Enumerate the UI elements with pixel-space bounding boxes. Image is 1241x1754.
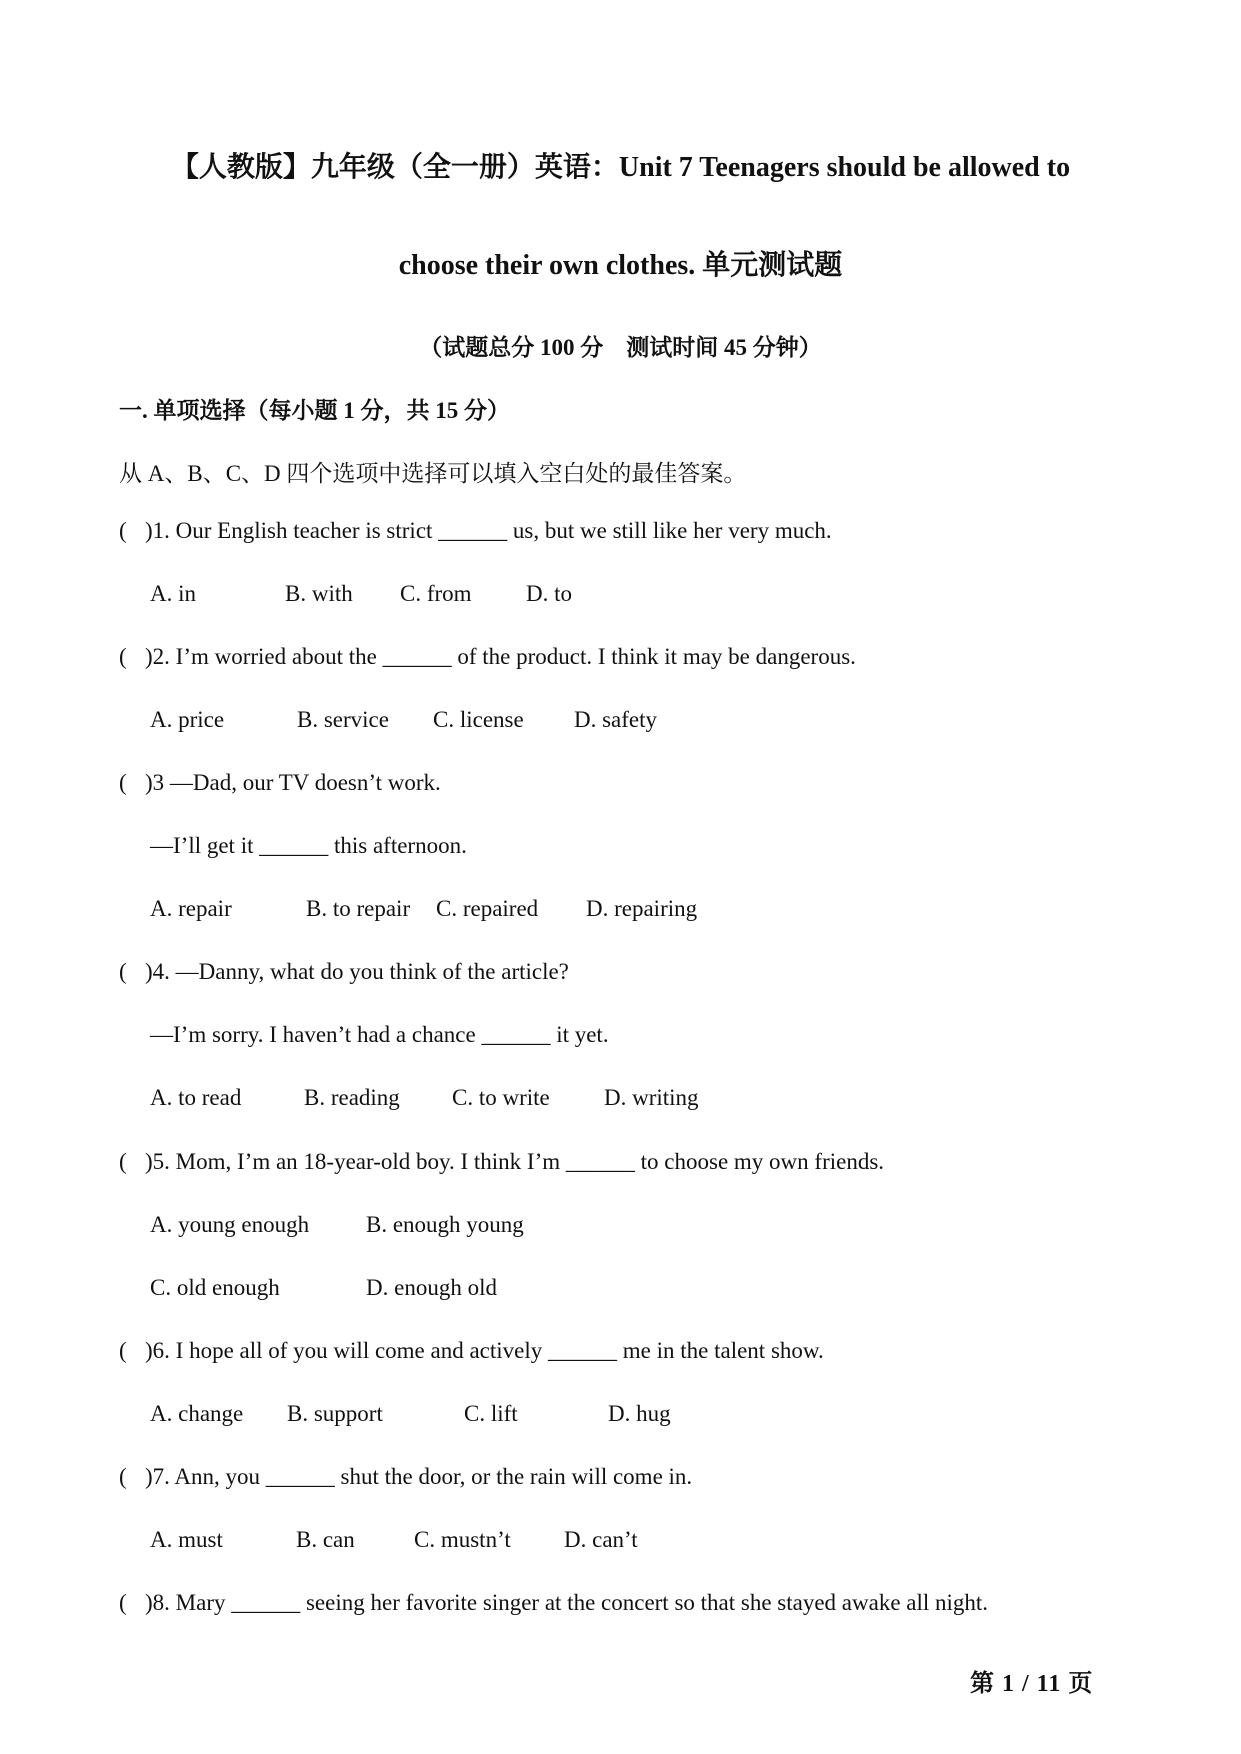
option-c: C. from [400,581,472,606]
document-title-line-1: 【人教版】九年级（全一册）英语：Unit 7 Teenagers should be allowed to [170,152,1071,183]
answer-blank: ( [119,518,127,543]
question-4-dialogue: —I’m sorry. I haven’t had a chance ______ it yet. [150,1022,609,1047]
question-2 [119,644,856,670]
option-a: A. must [150,1527,223,1552]
option-d: D. repairing [586,896,698,921]
option-b: B. enough young [366,1212,524,1237]
question-3-dialogue: —I’ll get it ______ this afternoon. [150,833,467,858]
question-8 [119,1590,988,1616]
option-a: A. repair [150,896,232,921]
option-d: D. hug [608,1401,671,1426]
option-d: D. writing [604,1085,699,1110]
answer-blank: ( [119,1464,127,1489]
answer-blank: ( [119,1149,127,1174]
exam-info: （试题总分 100 分 测试时间 45 分钟） [419,335,822,360]
question-stem: )3 —Dad, our TV doesn’t work. [145,770,441,795]
option-b: B. to repair [306,896,411,921]
question-stem: )2. I’m worried about the ______ of the product. I think it may be dangerous. [145,644,856,669]
option-a: A. in [150,581,196,606]
option-d: D. to [526,581,572,606]
page-number: 第 1 / 11 页 [970,1671,1094,1697]
answer-blank: ( [119,1338,127,1363]
option-d: D. enough old [366,1275,497,1300]
question-1 [119,518,832,544]
option-b: B. reading [304,1085,400,1110]
question-stem: )1. Our English teacher is strict ______ us, but we still like her very much. [145,518,832,543]
option-b: B. support [287,1401,383,1426]
question-6 [119,1338,824,1364]
answer-blank: ( [119,644,127,669]
option-c: C. old enough [150,1275,280,1300]
question-stem: )5. Mom, I’m an 18-year-old boy. I think I’m ______ to choose my own friends. [145,1149,885,1174]
section-heading: 一. 单项选择（每小题 1 分，共 15 分） [119,398,510,423]
question-7 [119,1464,692,1490]
option-b: B. can [296,1527,355,1552]
option-a: A. young enough [150,1212,310,1237]
question-3 [119,770,441,796]
option-b: B. with [285,581,353,606]
answer-blank: ( [119,959,127,984]
option-c: C. mustn’t [414,1527,511,1552]
instruction: 从 A、B、C、D 四个选项中选择可以填入空白处的最佳答案。 [119,461,747,486]
question-stem: )7. Ann, you ______ shut the door, or the rain will come in. [145,1464,693,1489]
option-c: C. lift [464,1401,518,1426]
question-5 [119,1149,884,1175]
question-stem: )6. I hope all of you will come and actively ______ me in the talent show. [145,1338,824,1363]
option-a: A. price [150,707,225,732]
question-4 [119,959,569,985]
option-c: C. license [433,707,524,732]
option-a: A. change [150,1401,244,1426]
answer-blank: ( [119,1590,127,1615]
question-stem: )4. —Danny, what do you think of the article? [145,959,569,984]
option-d: D. safety [574,707,658,732]
option-c: C. repaired [436,896,539,921]
answer-blank: ( [119,770,127,795]
option-d: D. can’t [564,1527,638,1552]
option-c: C. to write [452,1085,550,1110]
option-b: B. service [297,707,389,732]
question-stem: )8. Mary ______ seeing her favorite singer at the concert so that she stayed awake all night. [145,1590,989,1615]
option-a: A. to read [150,1085,242,1110]
document-title-line-2: choose their own clothes. 单元测试题 [398,250,843,281]
